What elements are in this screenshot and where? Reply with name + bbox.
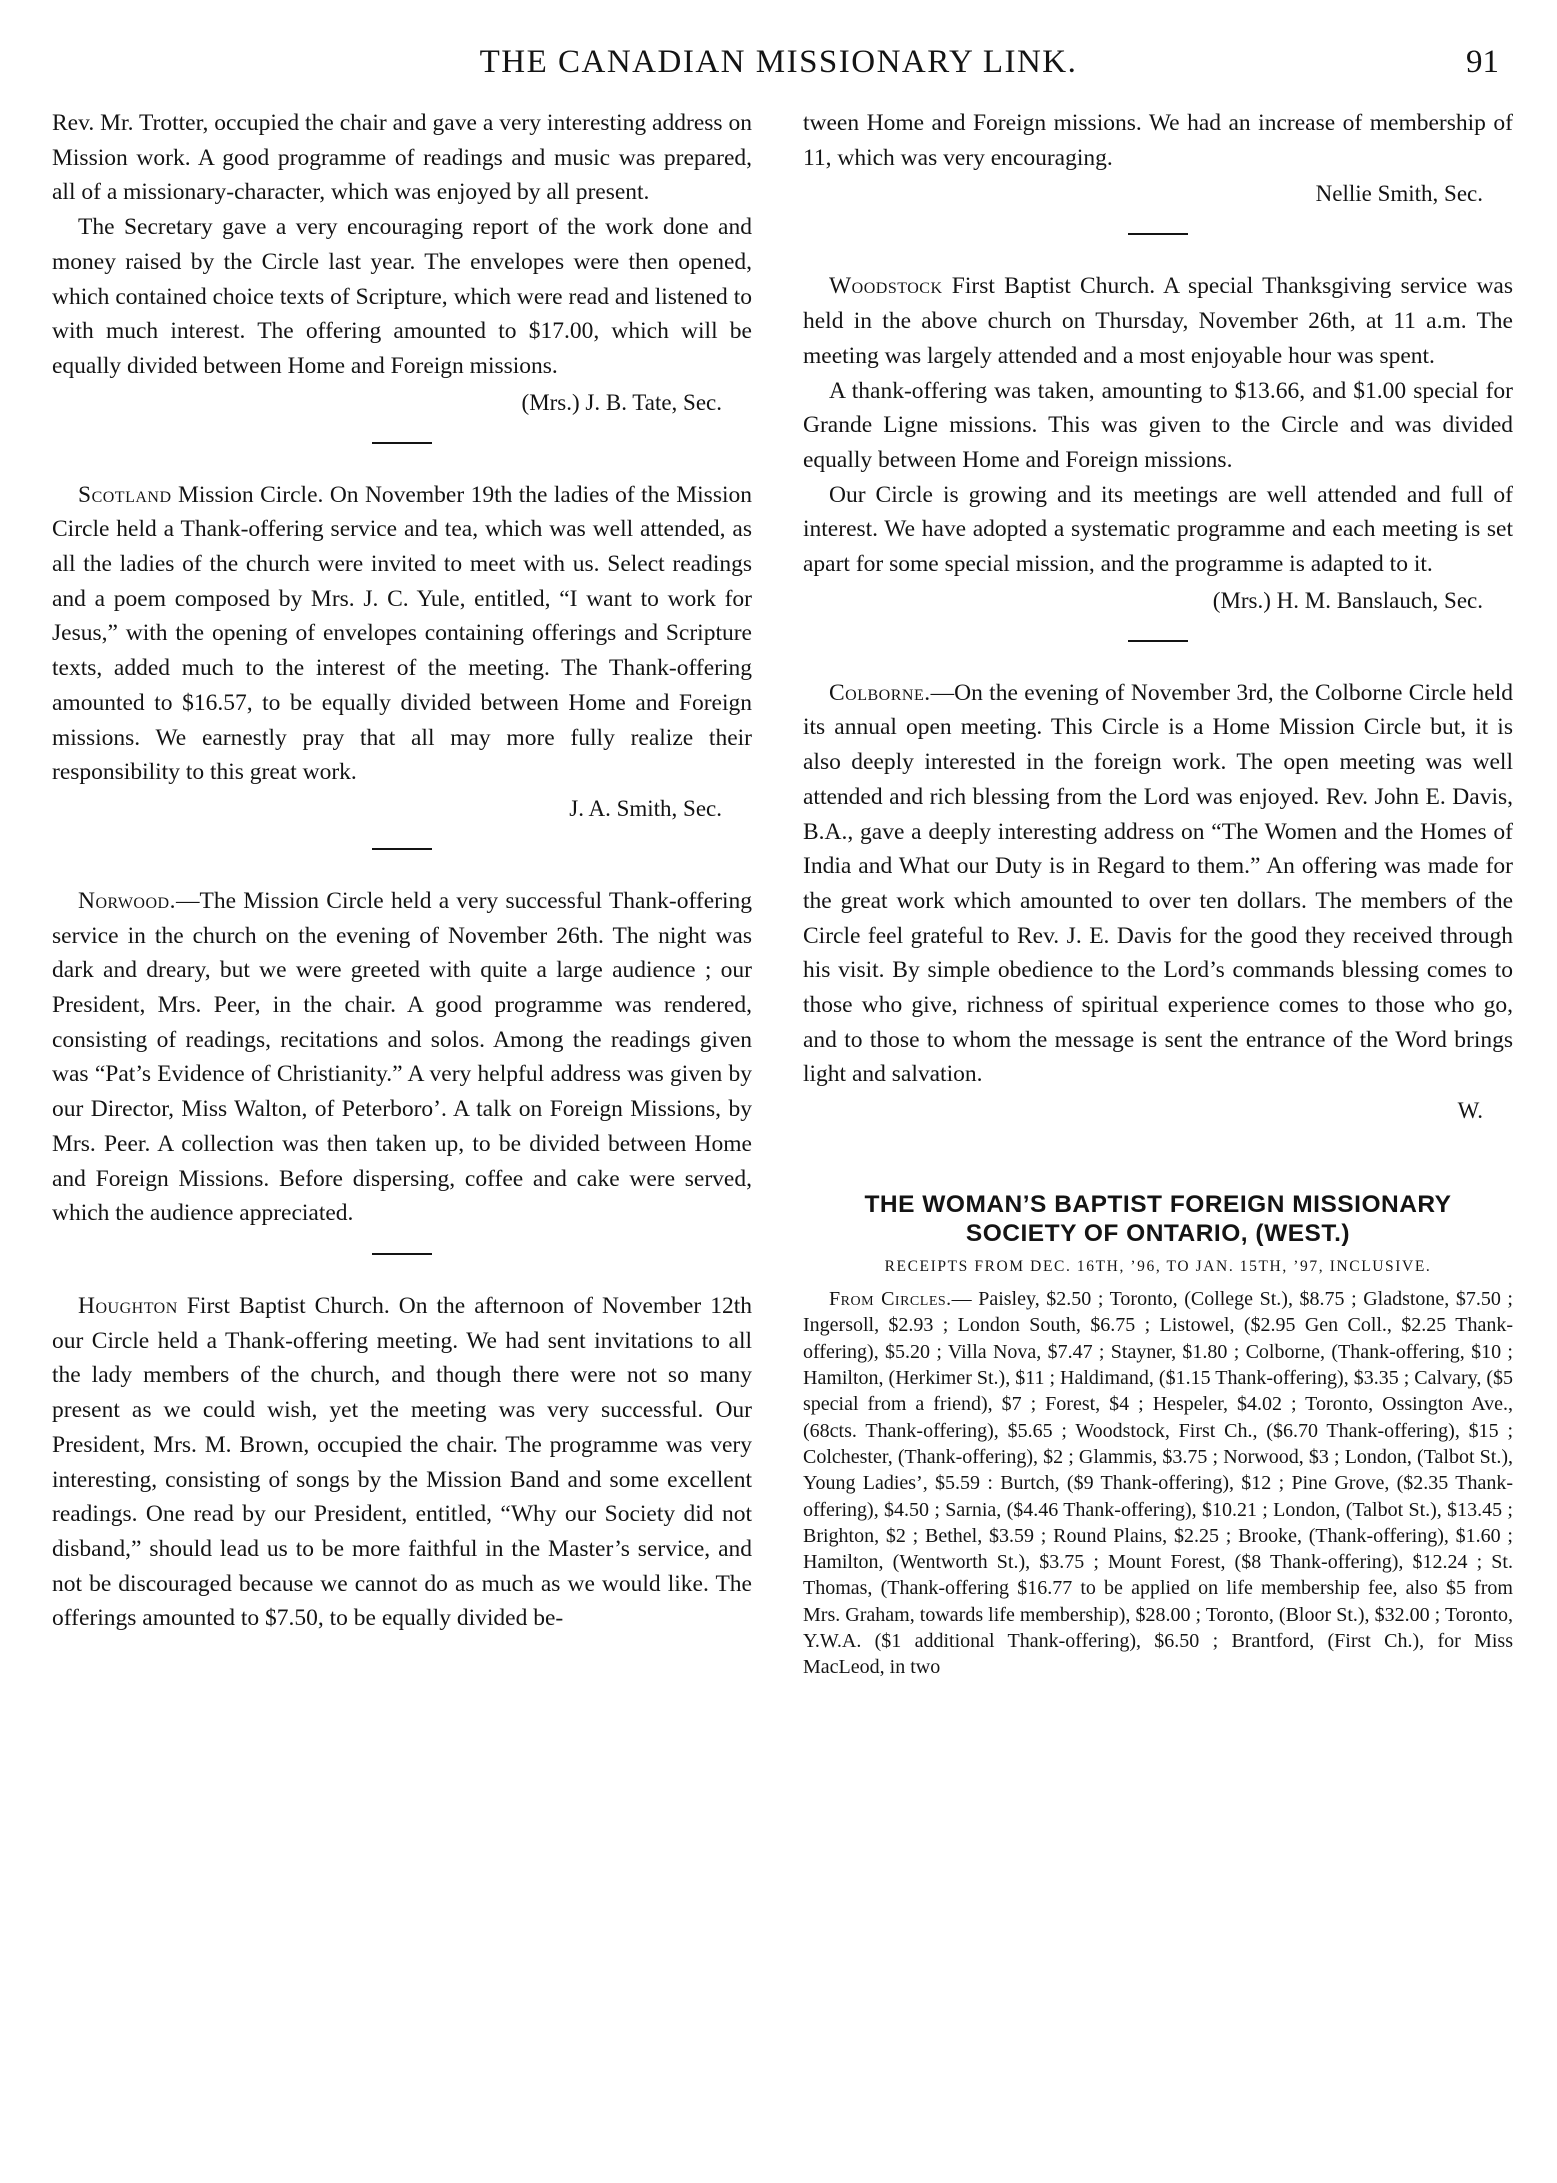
report-houghton <box>52 1289 752 1636</box>
left-column <box>52 106 752 1636</box>
section-divider <box>1128 233 1188 235</box>
report-text: First Baptist Church. A special Thanksgiving service was held in the above church on Thursday, November 26th, at 11 a.m. The meeting was largely attended and a most enjoyable hour was spent. <box>803 273 1514 369</box>
receipts-heading: From Circles. <box>829 1288 952 1311</box>
report-text: —On the evening of November 3rd, the Colborne Circle held its annual open meeting. This Circle is a Home Mission Circle but, it is also deeply interested in the foreign work. The open meeting was well attended and rich blessing from the Lord was enjoyed. Rev. John E. Davis, B.A., gave a deeply interesting address on “The Women and the Homes of India and What our Duty is in Regard to them.” An offering was made for the great work which amounted to over ten dollars. The members of the Circle feel grateful to Rev. J. E. Davis for the good they received through his visit. By simple obedience to the Lord’s commands blessing comes to those who give, richness of spiritual experience comes to those who go, and to those to whom the message is sent the entrance of the Word brings light and salvation. <box>803 679 1513 1088</box>
receipts-text: — Paisley, $2.50 ; Toronto, (College St.), $8.75 ; Gladstone, $7.50 ; Ingersoll, $2.93 ; London South, $6.75 ; Listowel, ($2.95 Gen Coll., $2.25 Thank-offering), $5.20 ; Villa Nova, $7.47 ; Stayner, $1.80 ; Colborne, (Thank-offering, $10 ; Hamilton, (Herkimer St.), $11 ; Haldimand, ($1.15 Thank-offering), $3.35 ; Calvary, ($5 special from a friend), $7 ; Forest, $4 ; Hespeler, $4.02 ; Toronto, Ossington Ave., (68cts. Thank-offering), $5.65 ; Woodstock, First Ch., ($6.70 Thank-offering), $15 ; Colchester, (Thank-offering), $2 ; Glammis, $3.75 ; Norwood, $3 ; London, (Talbot St.), Young Ladies’, $5.59 : Burtch, ($9 Thank-offering), $12 ; Pine Grove, ($2.35 Thank-offering), $4.50 ; Sarnia, ($4.46 Thank-offering), $10.21 ; London, (Talbot St.), $13.45 ; Brighton, $2 ; Bethel, $3.59 ; Round Plains, $2.25 ; Brooke, (Thank-offering), $1.60 ; Hamilton, (Wentworth St.), $3.75 ; Mount Forest, ($8 Thank-offering), $12.24 ; St. Thomas, (Thank-offering $16.77 to be applied on life membership fee, also $5 from Mrs. Graham, towards life membership), $28.00 ; Toronto, (Bloor St.), $32.00 ; Toronto, Y.W.A. ($1 additional Thank-offering), $6.50 ; Brantford, (First Ch.), for Miss MacLeod, in two <box>803 1288 1513 1679</box>
report-heading: Houghton <box>78 1292 178 1319</box>
paragraph: Rev. Mr. Trotter, occupied the chair and gave a very interesting address on Mission work. A good programme of readings and music was prepared, all of a missionary-character, which was enjoyed by all present. <box>52 110 752 206</box>
report-heading: Colborne. <box>829 679 931 706</box>
report-heading: Scotland <box>78 481 172 508</box>
receipts-list <box>803 1286 1513 1680</box>
report-text: —The Mission Circle held a very successful Thank-offering service in the church on the evening of November 26th. The night was dark and dreary, but we were greeted with quite a large audience ; our President, Mrs. Peer, in the chair. A good programme was rendered, consisting of readings, recitations and solos. Among the readings given was “Pat’s Evidence of Christianity.” A very helpful address was given by our Director, Miss Walton, of Peterboro’. A talk on Foreign Missions, by Mrs. Peer. A collection was then taken up, to be divided between Home and Foreign Missions. Before dispersing, coffee and cake were served, which the audience appreciated. <box>52 887 752 1227</box>
page-header <box>0 44 1557 94</box>
society-title-line: SOCIETY OF ONTARIO, (WEST.) <box>965 1220 1351 1248</box>
page-number: 91 <box>1466 44 1499 80</box>
report-colborne <box>803 676 1513 1092</box>
section-divider <box>372 848 432 850</box>
report-norwood <box>52 884 752 1231</box>
paragraph: tween Home and Foreign missions. We had an increase of membership of 11, which was very encouraging. <box>803 110 1513 171</box>
report-text: First Baptist Church. On the afternoon of November 12th our Circle held a Thank-offering meeting. We had sent invitations to all the lady members of the church, and though there were not so many present as we could wish, yet the meeting was very successful. Our President, Mrs. M. Brown, occupied the chair. The programme was very interesting, consisting of songs by the Mission Band and some excellent readings. One read by our President, entitled, “Why our Society did not disband,” should lead us to be more faithful in the Master’s service, and not be discouraged because we cannot do as much as we would like. The offerings amounted to $7.50, to be equally divided be- <box>52 1292 753 1632</box>
running-title: THE CANADIAN MISSIONARY LINK. <box>479 44 1078 80</box>
paragraph: The Secretary gave a very encouraging report of the work done and money raised by the Circle last year. The envelopes were then opened, which contained choice texts of Scripture, which were read and listened to with much interest. The offering amounted to $17.00, which will be equally divided between Home and Foreign missions. <box>52 214 752 379</box>
right-column <box>803 106 1513 1681</box>
society-title-line: THE WOMAN’S BAPTIST FOREIGN MISSIONARY <box>864 1191 1452 1219</box>
signature: W. <box>1457 1098 1483 1124</box>
signature: (Mrs.) J. B. Tate, Sec. <box>521 389 722 415</box>
signature: J. A. Smith, Sec. <box>569 795 722 821</box>
section-divider <box>372 1253 432 1255</box>
paragraph: A thank-offering was taken, amounting to $13.66, and $1.00 special for Grande Ligne missions. This was given to the Circle and was divided equally between Home and Foreign missions. <box>803 377 1513 473</box>
signature: Nellie Smith, Sec. <box>1315 181 1483 207</box>
section-divider <box>1128 640 1188 642</box>
report-text: Mission Circle. On November 19th the ladies of the Mission Circle held a Thank-offering service and tea, which was well attended, as all the ladies of the church were invited to meet with us. Select readings and a poem composed by Mrs. J. C. Yule, entitled, “I want to work for Jesus,” with the opening of envelopes containing offerings and Scripture texts, added much to the interest of the meeting. The Thank-offering amounted to $16.57, to be equally divided between Home and Foreign missions. We earnestly pray that all may more fully realize their responsibility to this great work. <box>52 481 752 786</box>
receipts-dates: RECEIPTS FROM DEC. 16TH, ’96, TO JAN. 15TH, ’97, INCLUSIVE. <box>884 1258 1432 1276</box>
report-heading: Woodstock <box>829 273 943 300</box>
section-divider <box>372 442 432 444</box>
report-scotland <box>52 478 752 790</box>
report-woodstock <box>803 269 1513 373</box>
report-heading: Norwood. <box>78 887 176 914</box>
paragraph: Our Circle is growing and its meetings are well attended and full of interest. We have adopted a systematic programme and each meeting is set apart for some special mission, and the programme is adapted to it. <box>803 481 1513 578</box>
signature: (Mrs.) H. M. Banslauch, Sec. <box>1212 587 1483 613</box>
society-title <box>803 1190 1513 1248</box>
